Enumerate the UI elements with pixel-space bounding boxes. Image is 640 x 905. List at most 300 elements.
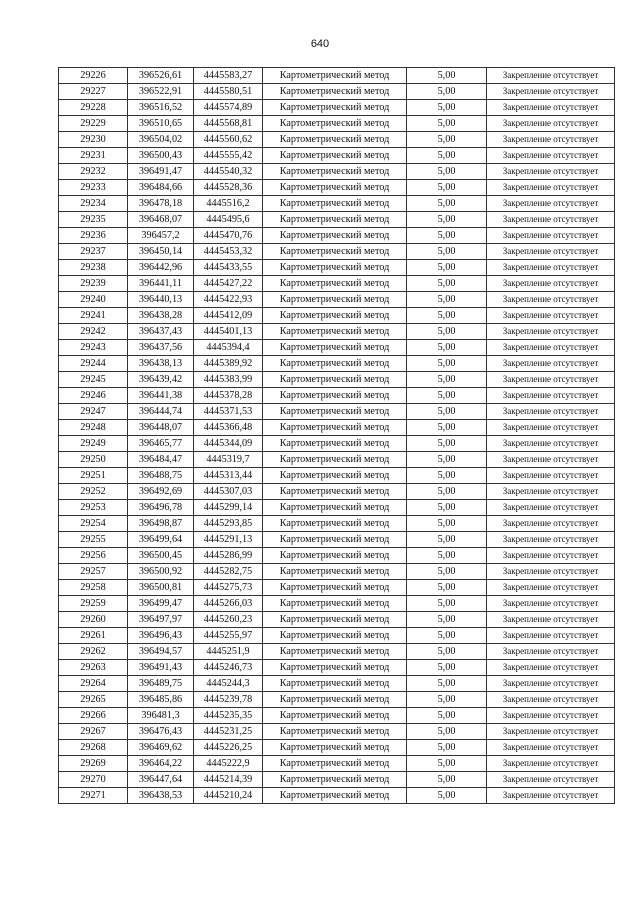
x-coordinate-cell: 396448,07 — [128, 420, 194, 436]
table-row — [59, 772, 615, 788]
accuracy-cell: 5,00 — [407, 180, 487, 196]
accuracy-cell: 5,00 — [407, 788, 487, 804]
x-coordinate-cell: 396499,47 — [128, 596, 194, 612]
table-row — [59, 68, 615, 84]
accuracy-cell: 5,00 — [407, 644, 487, 660]
accuracy-cell: 5,00 — [407, 564, 487, 580]
point-number-cell: 29246 — [59, 388, 128, 404]
y-coordinate-cell: 4445574,89 — [194, 100, 263, 116]
point-number-cell: 29231 — [59, 148, 128, 164]
accuracy-cell: 5,00 — [407, 100, 487, 116]
accuracy-cell: 5,00 — [407, 532, 487, 548]
table-row — [59, 500, 615, 516]
accuracy-cell: 5,00 — [407, 84, 487, 100]
method-cell: Картометрический метод — [263, 532, 407, 548]
marker-description-cell: Закрепление отсутствует — [487, 500, 615, 516]
x-coordinate-cell: 396489,75 — [128, 676, 194, 692]
method-cell: Картометрический метод — [263, 644, 407, 660]
y-coordinate-cell: 4445255,97 — [194, 628, 263, 644]
y-coordinate-cell: 4445583,27 — [194, 68, 263, 84]
y-coordinate-cell: 4445568,81 — [194, 116, 263, 132]
table-row — [59, 740, 615, 756]
method-cell: Картометрический метод — [263, 548, 407, 564]
table-row — [59, 788, 615, 804]
point-number-cell: 29228 — [59, 100, 128, 116]
x-coordinate-cell: 396465,77 — [128, 436, 194, 452]
y-coordinate-cell: 4445222,9 — [194, 756, 263, 772]
marker-description-cell: Закрепление отсутствует — [487, 212, 615, 228]
table-row — [59, 564, 615, 580]
x-coordinate-cell: 396497,97 — [128, 612, 194, 628]
method-cell: Картометрический метод — [263, 468, 407, 484]
method-cell: Картометрический метод — [263, 148, 407, 164]
x-coordinate-cell: 396457,2 — [128, 228, 194, 244]
method-cell: Картометрический метод — [263, 116, 407, 132]
accuracy-cell: 5,00 — [407, 116, 487, 132]
point-number-cell: 29230 — [59, 132, 128, 148]
point-number-cell: 29256 — [59, 548, 128, 564]
y-coordinate-cell: 4445555,42 — [194, 148, 263, 164]
x-coordinate-cell: 396481,3 — [128, 708, 194, 724]
x-coordinate-cell: 396522,91 — [128, 84, 194, 100]
method-cell: Картометрический метод — [263, 212, 407, 228]
marker-description-cell: Закрепление отсутствует — [487, 708, 615, 724]
table-row — [59, 116, 615, 132]
x-coordinate-cell: 396496,78 — [128, 500, 194, 516]
method-cell: Картометрический метод — [263, 340, 407, 356]
point-number-cell: 29254 — [59, 516, 128, 532]
marker-description-cell: Закрепление отсутствует — [487, 580, 615, 596]
marker-description-cell: Закрепление отсутствует — [487, 116, 615, 132]
method-cell: Картометрический метод — [263, 708, 407, 724]
y-coordinate-cell: 4445291,13 — [194, 532, 263, 548]
marker-description-cell: Закрепление отсутствует — [487, 644, 615, 660]
x-coordinate-cell: 396484,66 — [128, 180, 194, 196]
method-cell: Картометрический метод — [263, 564, 407, 580]
accuracy-cell: 5,00 — [407, 708, 487, 724]
y-coordinate-cell: 4445251,9 — [194, 644, 263, 660]
point-number-cell: 29226 — [59, 68, 128, 84]
table-row — [59, 244, 615, 260]
marker-description-cell: Закрепление отсутствует — [487, 772, 615, 788]
point-number-cell: 29261 — [59, 628, 128, 644]
x-coordinate-cell: 396526,61 — [128, 68, 194, 84]
y-coordinate-cell: 4445246,73 — [194, 660, 263, 676]
point-number-cell: 29270 — [59, 772, 128, 788]
y-coordinate-cell: 4445383,99 — [194, 372, 263, 388]
marker-description-cell: Закрепление отсутствует — [487, 260, 615, 276]
table-row — [59, 196, 615, 212]
accuracy-cell: 5,00 — [407, 388, 487, 404]
accuracy-cell: 5,00 — [407, 132, 487, 148]
point-number-cell: 29271 — [59, 788, 128, 804]
x-coordinate-cell: 396438,13 — [128, 356, 194, 372]
point-number-cell: 29268 — [59, 740, 128, 756]
accuracy-cell: 5,00 — [407, 468, 487, 484]
point-number-cell: 29245 — [59, 372, 128, 388]
point-number-cell: 29262 — [59, 644, 128, 660]
table-row — [59, 260, 615, 276]
accuracy-cell: 5,00 — [407, 260, 487, 276]
coordinates-table-body — [59, 68, 615, 804]
marker-description-cell: Закрепление отсутствует — [487, 324, 615, 340]
y-coordinate-cell: 4445528,36 — [194, 180, 263, 196]
marker-description-cell: Закрепление отсутствует — [487, 724, 615, 740]
accuracy-cell: 5,00 — [407, 196, 487, 212]
method-cell: Картометрический метод — [263, 100, 407, 116]
marker-description-cell: Закрепление отсутствует — [487, 292, 615, 308]
x-coordinate-cell: 396468,07 — [128, 212, 194, 228]
y-coordinate-cell: 4445286,99 — [194, 548, 263, 564]
y-coordinate-cell: 4445366,48 — [194, 420, 263, 436]
marker-description-cell: Закрепление отсутствует — [487, 788, 615, 804]
x-coordinate-cell: 396485,86 — [128, 692, 194, 708]
accuracy-cell: 5,00 — [407, 372, 487, 388]
table-row — [59, 660, 615, 676]
method-cell: Картометрический метод — [263, 484, 407, 500]
table-row — [59, 676, 615, 692]
marker-description-cell: Закрепление отсутствует — [487, 452, 615, 468]
point-number-cell: 29249 — [59, 436, 128, 452]
table-row — [59, 372, 615, 388]
accuracy-cell: 5,00 — [407, 692, 487, 708]
x-coordinate-cell: 396491,43 — [128, 660, 194, 676]
x-coordinate-cell: 396444,74 — [128, 404, 194, 420]
marker-description-cell: Закрепление отсутствует — [487, 100, 615, 116]
marker-description-cell: Закрепление отсутствует — [487, 308, 615, 324]
table-row — [59, 628, 615, 644]
x-coordinate-cell: 396476,43 — [128, 724, 194, 740]
point-number-cell: 29238 — [59, 260, 128, 276]
accuracy-cell: 5,00 — [407, 404, 487, 420]
table-row — [59, 644, 615, 660]
point-number-cell: 29227 — [59, 84, 128, 100]
point-number-cell: 29239 — [59, 276, 128, 292]
point-number-cell: 29252 — [59, 484, 128, 500]
method-cell: Картометрический метод — [263, 692, 407, 708]
marker-description-cell: Закрепление отсутствует — [487, 756, 615, 772]
x-coordinate-cell: 396437,43 — [128, 324, 194, 340]
table-row — [59, 452, 615, 468]
point-number-cell: 29255 — [59, 532, 128, 548]
y-coordinate-cell: 4445231,25 — [194, 724, 263, 740]
method-cell: Картометрический метод — [263, 676, 407, 692]
y-coordinate-cell: 4445371,53 — [194, 404, 263, 420]
point-number-cell: 29234 — [59, 196, 128, 212]
y-coordinate-cell: 4445580,51 — [194, 84, 263, 100]
point-number-cell: 29248 — [59, 420, 128, 436]
point-number-cell: 29240 — [59, 292, 128, 308]
y-coordinate-cell: 4445412,09 — [194, 308, 263, 324]
marker-description-cell: Закрепление отсутствует — [487, 68, 615, 84]
method-cell: Картометрический метод — [263, 308, 407, 324]
x-coordinate-cell: 396447,64 — [128, 772, 194, 788]
method-cell: Картометрический метод — [263, 244, 407, 260]
table-row — [59, 212, 615, 228]
x-coordinate-cell: 396500,43 — [128, 148, 194, 164]
method-cell: Картометрический метод — [263, 388, 407, 404]
point-number-cell: 29264 — [59, 676, 128, 692]
method-cell: Картометрический метод — [263, 756, 407, 772]
marker-description-cell: Закрепление отсутствует — [487, 356, 615, 372]
accuracy-cell: 5,00 — [407, 628, 487, 644]
y-coordinate-cell: 4445275,73 — [194, 580, 263, 596]
point-number-cell: 29235 — [59, 212, 128, 228]
table-row — [59, 756, 615, 772]
y-coordinate-cell: 4445299,14 — [194, 500, 263, 516]
table-row — [59, 420, 615, 436]
point-number-cell: 29260 — [59, 612, 128, 628]
method-cell: Картометрический метод — [263, 612, 407, 628]
marker-description-cell: Закрепление отсутствует — [487, 276, 615, 292]
table-row — [59, 340, 615, 356]
accuracy-cell: 5,00 — [407, 516, 487, 532]
marker-description-cell: Закрепление отсутствует — [487, 84, 615, 100]
table-row — [59, 596, 615, 612]
x-coordinate-cell: 396516,52 — [128, 100, 194, 116]
marker-description-cell: Закрепление отсутствует — [487, 164, 615, 180]
accuracy-cell: 5,00 — [407, 292, 487, 308]
y-coordinate-cell: 4445214,39 — [194, 772, 263, 788]
x-coordinate-cell: 396500,45 — [128, 548, 194, 564]
point-number-cell: 29237 — [59, 244, 128, 260]
coordinates-table — [58, 67, 615, 804]
table-row — [59, 548, 615, 564]
table-row — [59, 292, 615, 308]
marker-description-cell: Закрепление отсутствует — [487, 676, 615, 692]
accuracy-cell: 5,00 — [407, 612, 487, 628]
x-coordinate-cell: 396478,18 — [128, 196, 194, 212]
marker-description-cell: Закрепление отсутствует — [487, 660, 615, 676]
y-coordinate-cell: 4445266,03 — [194, 596, 263, 612]
y-coordinate-cell: 4445495,6 — [194, 212, 263, 228]
marker-description-cell: Закрепление отсутствует — [487, 548, 615, 564]
marker-description-cell: Закрепление отсутствует — [487, 372, 615, 388]
marker-description-cell: Закрепление отсутствует — [487, 628, 615, 644]
marker-description-cell: Закрепление отсутствует — [487, 468, 615, 484]
table-row — [59, 356, 615, 372]
x-coordinate-cell: 396500,92 — [128, 564, 194, 580]
method-cell: Картометрический метод — [263, 740, 407, 756]
point-number-cell: 29257 — [59, 564, 128, 580]
y-coordinate-cell: 4445313,44 — [194, 468, 263, 484]
x-coordinate-cell: 396438,53 — [128, 788, 194, 804]
method-cell: Картометрический метод — [263, 164, 407, 180]
accuracy-cell: 5,00 — [407, 212, 487, 228]
point-number-cell: 29250 — [59, 452, 128, 468]
marker-description-cell: Закрепление отсутствует — [487, 180, 615, 196]
y-coordinate-cell: 4445260,23 — [194, 612, 263, 628]
method-cell: Картометрический метод — [263, 196, 407, 212]
method-cell: Картометрический метод — [263, 84, 407, 100]
method-cell: Картометрический метод — [263, 724, 407, 740]
point-number-cell: 29258 — [59, 580, 128, 596]
marker-description-cell: Закрепление отсутствует — [487, 228, 615, 244]
marker-description-cell: Закрепление отсутствует — [487, 148, 615, 164]
table-row — [59, 580, 615, 596]
method-cell: Картометрический метод — [263, 260, 407, 276]
method-cell: Картометрический метод — [263, 132, 407, 148]
point-number-cell: 29232 — [59, 164, 128, 180]
method-cell: Картометрический метод — [263, 68, 407, 84]
marker-description-cell: Закрепление отсутствует — [487, 596, 615, 612]
method-cell: Картометрический метод — [263, 580, 407, 596]
accuracy-cell: 5,00 — [407, 276, 487, 292]
accuracy-cell: 5,00 — [407, 500, 487, 516]
marker-description-cell: Закрепление отсутствует — [487, 564, 615, 580]
y-coordinate-cell: 4445319,7 — [194, 452, 263, 468]
point-number-cell: 29236 — [59, 228, 128, 244]
point-number-cell: 29265 — [59, 692, 128, 708]
marker-description-cell: Закрепление отсутствует — [487, 740, 615, 756]
accuracy-cell: 5,00 — [407, 548, 487, 564]
marker-description-cell: Закрепление отсутствует — [487, 516, 615, 532]
x-coordinate-cell: 396498,87 — [128, 516, 194, 532]
y-coordinate-cell: 4445282,75 — [194, 564, 263, 580]
x-coordinate-cell: 396441,38 — [128, 388, 194, 404]
marker-description-cell: Закрепление отсутствует — [487, 612, 615, 628]
point-number-cell: 29242 — [59, 324, 128, 340]
point-number-cell: 29244 — [59, 356, 128, 372]
method-cell: Картометрический метод — [263, 292, 407, 308]
point-number-cell: 29269 — [59, 756, 128, 772]
method-cell: Картометрический метод — [263, 180, 407, 196]
y-coordinate-cell: 4445344,09 — [194, 436, 263, 452]
point-number-cell: 29229 — [59, 116, 128, 132]
method-cell: Картометрический метод — [263, 228, 407, 244]
marker-description-cell: Закрепление отсутствует — [487, 532, 615, 548]
method-cell: Картометрический метод — [263, 788, 407, 804]
x-coordinate-cell: 396494,57 — [128, 644, 194, 660]
accuracy-cell: 5,00 — [407, 308, 487, 324]
y-coordinate-cell: 4445394,4 — [194, 340, 263, 356]
table-row — [59, 132, 615, 148]
point-number-cell: 29247 — [59, 404, 128, 420]
marker-description-cell: Закрепление отсутствует — [487, 388, 615, 404]
y-coordinate-cell: 4445453,32 — [194, 244, 263, 260]
marker-description-cell: Закрепление отсутствует — [487, 196, 615, 212]
accuracy-cell: 5,00 — [407, 596, 487, 612]
table-row — [59, 404, 615, 420]
accuracy-cell: 5,00 — [407, 228, 487, 244]
y-coordinate-cell: 4445226,25 — [194, 740, 263, 756]
y-coordinate-cell: 4445210,24 — [194, 788, 263, 804]
x-coordinate-cell: 396439,42 — [128, 372, 194, 388]
accuracy-cell: 5,00 — [407, 660, 487, 676]
table-row — [59, 308, 615, 324]
x-coordinate-cell: 396464,22 — [128, 756, 194, 772]
table-row — [59, 276, 615, 292]
y-coordinate-cell: 4445293,85 — [194, 516, 263, 532]
y-coordinate-cell: 4445433,55 — [194, 260, 263, 276]
marker-description-cell: Закрепление отсутствует — [487, 692, 615, 708]
method-cell: Картометрический метод — [263, 516, 407, 532]
table-row — [59, 228, 615, 244]
accuracy-cell: 5,00 — [407, 484, 487, 500]
method-cell: Картометрический метод — [263, 324, 407, 340]
x-coordinate-cell: 396441,11 — [128, 276, 194, 292]
accuracy-cell: 5,00 — [407, 756, 487, 772]
x-coordinate-cell: 396469,62 — [128, 740, 194, 756]
marker-description-cell: Закрепление отсутствует — [487, 436, 615, 452]
accuracy-cell: 5,00 — [407, 356, 487, 372]
method-cell: Картометрический метод — [263, 596, 407, 612]
accuracy-cell: 5,00 — [407, 244, 487, 260]
marker-description-cell: Закрепление отсутствует — [487, 484, 615, 500]
table-row — [59, 484, 615, 500]
table-row — [59, 692, 615, 708]
x-coordinate-cell: 396442,96 — [128, 260, 194, 276]
method-cell: Картометрический метод — [263, 660, 407, 676]
table-row — [59, 324, 615, 340]
table-row — [59, 436, 615, 452]
x-coordinate-cell: 396510,65 — [128, 116, 194, 132]
x-coordinate-cell: 396437,56 — [128, 340, 194, 356]
marker-description-cell: Закрепление отсутствует — [487, 244, 615, 260]
accuracy-cell: 5,00 — [407, 164, 487, 180]
table-row — [59, 612, 615, 628]
y-coordinate-cell: 4445244,3 — [194, 676, 263, 692]
x-coordinate-cell: 396492,69 — [128, 484, 194, 500]
point-number-cell: 29266 — [59, 708, 128, 724]
accuracy-cell: 5,00 — [407, 420, 487, 436]
x-coordinate-cell: 396504,02 — [128, 132, 194, 148]
accuracy-cell: 5,00 — [407, 740, 487, 756]
table-row — [59, 724, 615, 740]
method-cell: Картометрический метод — [263, 500, 407, 516]
method-cell: Картометрический метод — [263, 452, 407, 468]
y-coordinate-cell: 4445389,92 — [194, 356, 263, 372]
y-coordinate-cell: 4445235,35 — [194, 708, 263, 724]
marker-description-cell: Закрепление отсутствует — [487, 404, 615, 420]
method-cell: Картометрический метод — [263, 628, 407, 644]
method-cell: Картометрический метод — [263, 420, 407, 436]
y-coordinate-cell: 4445422,93 — [194, 292, 263, 308]
accuracy-cell: 5,00 — [407, 580, 487, 596]
point-number-cell: 29251 — [59, 468, 128, 484]
table-row — [59, 148, 615, 164]
point-number-cell: 29233 — [59, 180, 128, 196]
accuracy-cell: 5,00 — [407, 68, 487, 84]
table-row — [59, 516, 615, 532]
table-row — [59, 180, 615, 196]
x-coordinate-cell: 396488,75 — [128, 468, 194, 484]
method-cell: Картометрический метод — [263, 436, 407, 452]
accuracy-cell: 5,00 — [407, 148, 487, 164]
accuracy-cell: 5,00 — [407, 452, 487, 468]
x-coordinate-cell: 396499,64 — [128, 532, 194, 548]
accuracy-cell: 5,00 — [407, 436, 487, 452]
point-number-cell: 29263 — [59, 660, 128, 676]
method-cell: Картометрический метод — [263, 404, 407, 420]
x-coordinate-cell: 396491,47 — [128, 164, 194, 180]
table-row — [59, 84, 615, 100]
accuracy-cell: 5,00 — [407, 772, 487, 788]
y-coordinate-cell: 4445401,13 — [194, 324, 263, 340]
x-coordinate-cell: 396440,13 — [128, 292, 194, 308]
y-coordinate-cell: 4445378,28 — [194, 388, 263, 404]
accuracy-cell: 5,00 — [407, 676, 487, 692]
x-coordinate-cell: 396484,47 — [128, 452, 194, 468]
y-coordinate-cell: 4445516,2 — [194, 196, 263, 212]
accuracy-cell: 5,00 — [407, 340, 487, 356]
table-row — [59, 164, 615, 180]
table-row — [59, 100, 615, 116]
point-number-cell: 29259 — [59, 596, 128, 612]
table-row — [59, 708, 615, 724]
x-coordinate-cell: 396500,81 — [128, 580, 194, 596]
table-row — [59, 388, 615, 404]
